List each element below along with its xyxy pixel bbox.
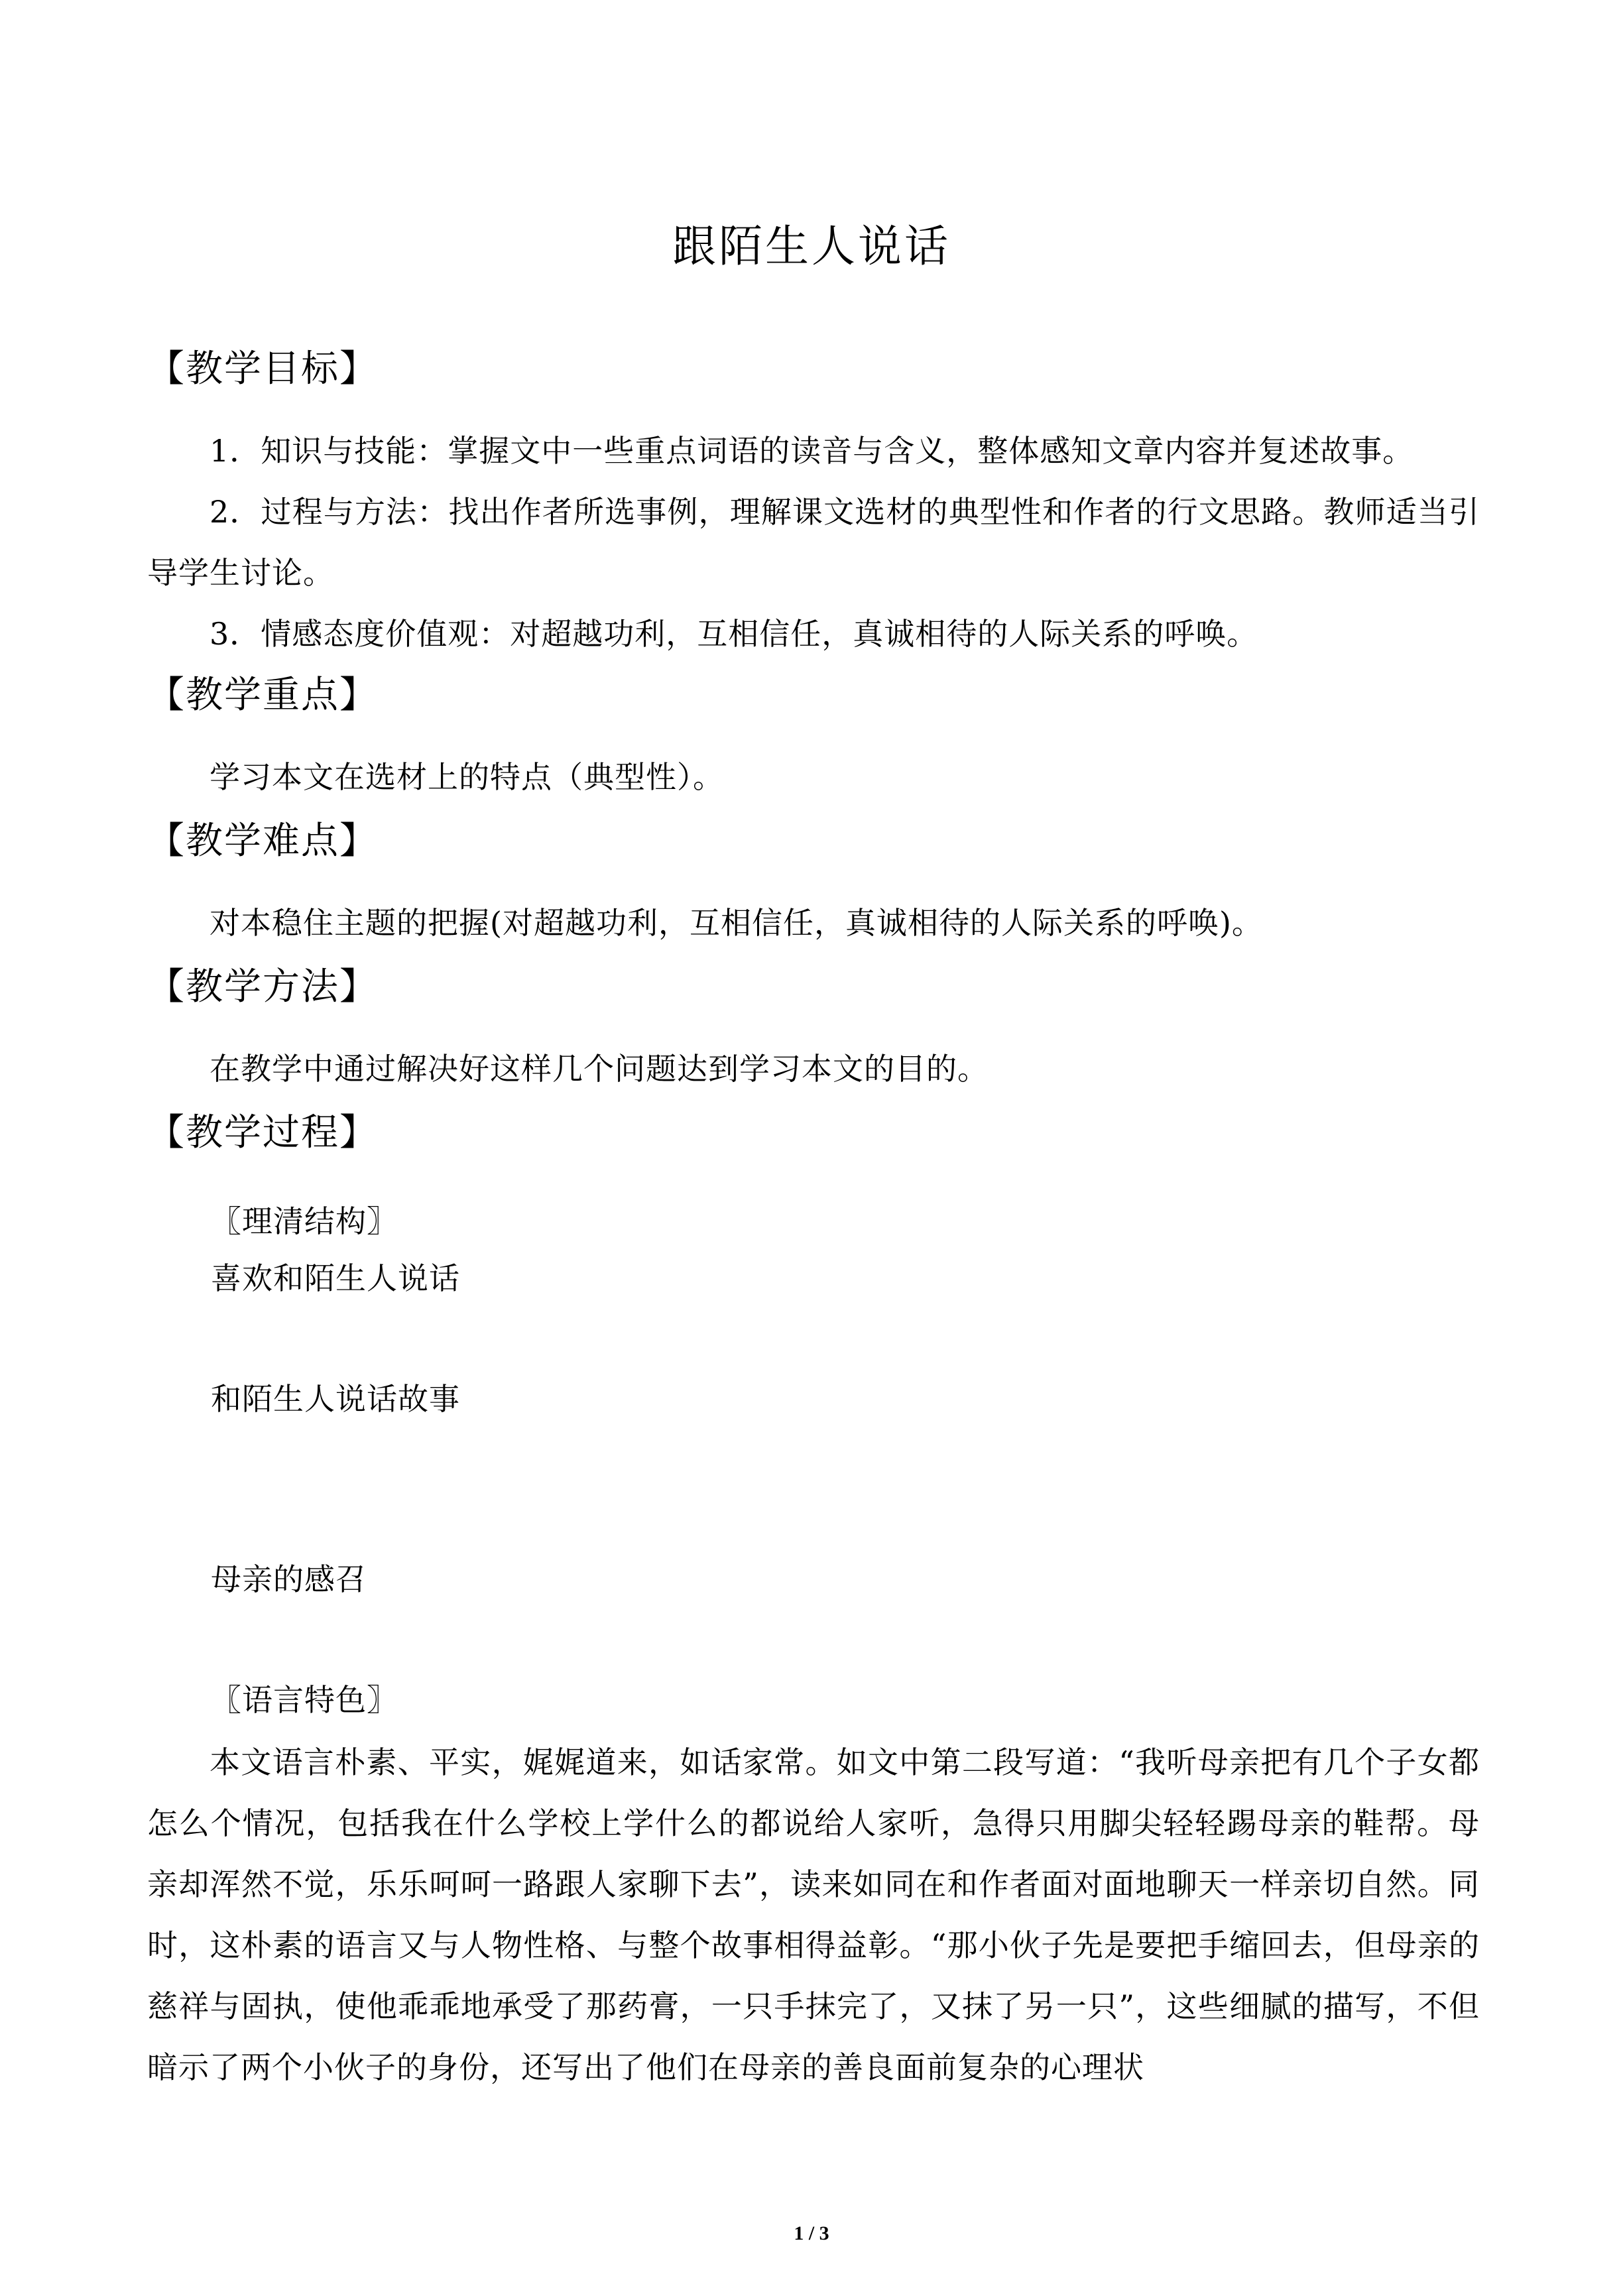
language-text: 本文语言朴素、平实，娓娓道来，如话家常。如文中第二段写道：“我听母亲把有几个子女都怎么个情况，包括我在什么学校上学什么的都说给人家听，急得只用脚尖轻轻踢母亲的鞋帮。母亲却浑然不觉，乐乐呵呵一路跟人家聊下去”，读来如同在和作者面对面地聊天一样亲切自然。同时，这朴素的语言又与人物性格、与整个故事相得益彰。“那小伙子先是要把手缩回去，但母亲的慈祥与固执，使他乖乖地承受了那药膏，一只手抹完了，又抹了另一只”，这些细腻的描写，不但暗示了两个小伙子的身份，还写出了他们在母亲的善良面前复杂的心理状: [147, 1744, 1480, 2085]
difficulties-text: 对本稳住主题的把握(对超越功利，互相信任，真诚相待的人际关系的呼唤)。: [210, 905, 1263, 941]
heading-key-points: 【教学重点】: [147, 674, 378, 717]
heading-process: 【教学过程】: [147, 1111, 378, 1154]
structure-item-3: 母亲的感召: [211, 1561, 367, 1597]
structure-item-2: 和陌生人说话故事: [211, 1381, 460, 1417]
heading-objectives: 【教学目标】: [147, 347, 378, 391]
page-number: 1 / 3: [794, 2222, 829, 2244]
objective-item-3: 3．情感态度价值观：对超越功利，互相信任，真诚相待的人际关系的呼唤。: [210, 616, 1258, 652]
heading-methods: 【教学方法】: [147, 965, 378, 1008]
methods-text: 在教学中通过解决好这样几个问题达到学习本文的目的。: [210, 1051, 989, 1087]
structure-item-1: 喜欢和陌生人说话: [211, 1260, 460, 1296]
structure-label: 〖理清结构〗: [211, 1203, 398, 1239]
page-title: 跟陌生人说话: [672, 221, 951, 272]
heading-difficulties: 【教学难点】: [147, 819, 378, 863]
language-label: 〖语言特色〗: [211, 1682, 398, 1718]
objective-item-1: 1．知识与技能：掌握文中一些重点词语的读音与含义，整体感知文章内容并复述故事。: [210, 433, 1414, 469]
key-points-text: 学习本文在选材上的特点（典型性）。: [210, 759, 724, 795]
objective-item-2: 2．过程与方法：找出作者所选事例，理解课文选材的典型性和作者的行文思路。教师适当引导学生讨论。: [147, 494, 1480, 591]
